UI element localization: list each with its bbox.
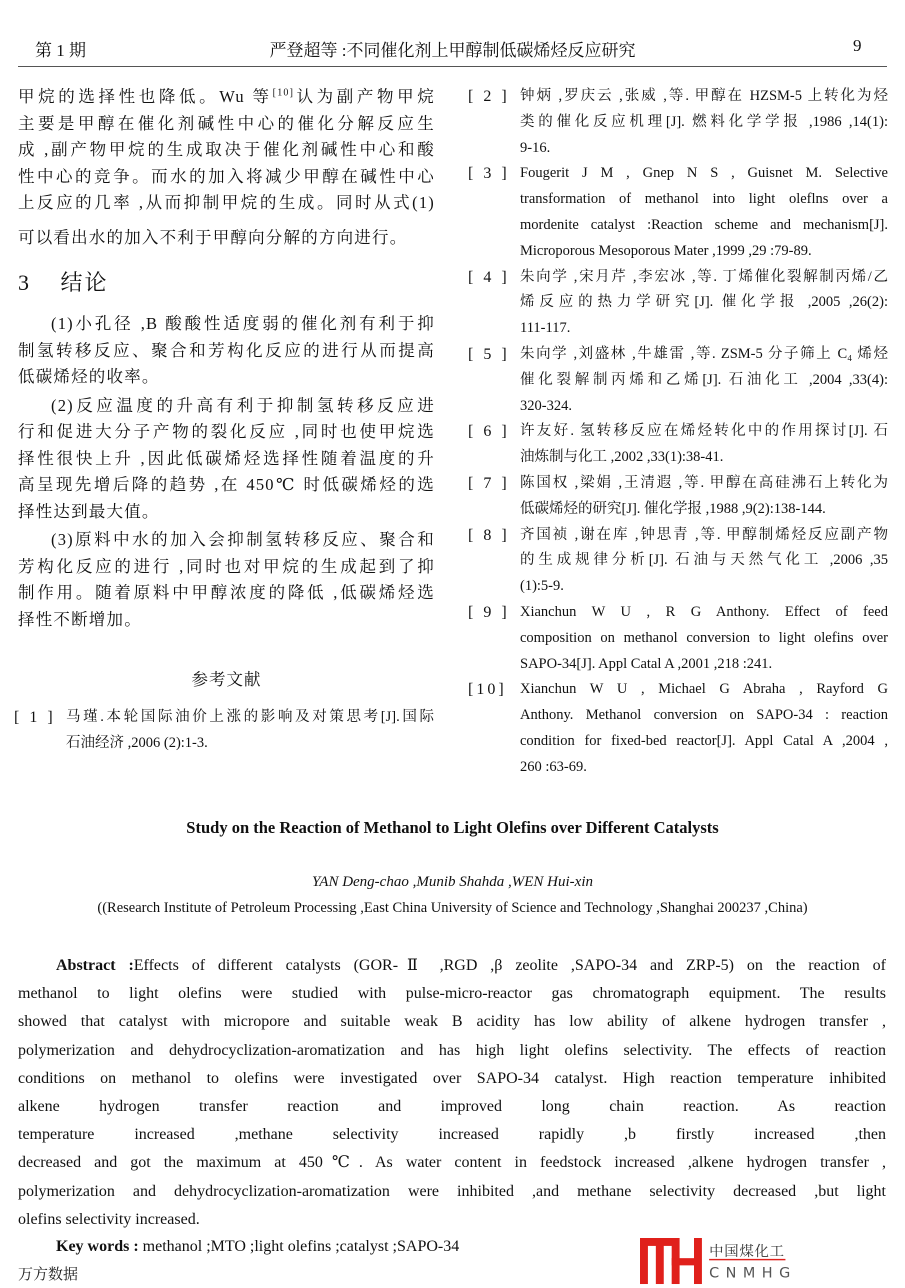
running-title: 严登超等 :不同催化剂上甲醇制低碳烯烃反应研究 bbox=[269, 41, 636, 60]
text-line: (1)小孔径 ,B 酸酸性适度弱的催化剂有利于抑 bbox=[51, 314, 435, 333]
text-line: 芳构化反应的进行 ,同时也对甲烷的生成起到了抑 bbox=[18, 556, 435, 576]
reference-line: mordenite catalyst :Reaction scheme and mechanism[J]. bbox=[520, 216, 888, 233]
reference-number: [10] bbox=[468, 681, 507, 699]
text-line: 主要是甲醇在催化剂碱性中心的催化分解反应生 bbox=[18, 113, 435, 133]
header-rule bbox=[18, 66, 887, 67]
page-number: 9 bbox=[853, 36, 862, 55]
reference-list-left bbox=[14, 705, 436, 757]
reference-number: [ 9 ] bbox=[468, 603, 510, 621]
wanfang-watermark: 万方数据 bbox=[18, 1267, 79, 1283]
reference-line: 111-117. bbox=[520, 320, 571, 337]
abstract-line: methanol to light olefins were studied with pulse-micro-reactor gas chromatograph equipment. The results bbox=[18, 985, 886, 1003]
conclusion-paragraph bbox=[18, 393, 435, 526]
reference-line: 催化裂解制丙烯和乙烯[J]. 石油化工 ,2004 ,33(4): bbox=[520, 371, 888, 388]
section-number: 3 bbox=[18, 270, 31, 295]
reference-line: 朱向学 ,刘盛林 ,牛雄雷 ,等. ZSM-5 分子筛上 C₄ 烯烃 bbox=[520, 345, 888, 362]
reference-line: Fougerit J M , Gnep N S , Guisnet M. Selective bbox=[520, 165, 888, 182]
reference-number: [ 2 ] bbox=[468, 88, 510, 105]
keywords bbox=[56, 1238, 459, 1256]
text-line: 择性达到最大值。 bbox=[18, 501, 160, 521]
reference-line: 9-16. bbox=[520, 139, 551, 156]
abstract bbox=[18, 952, 886, 1234]
reference-number: [ 3 ] bbox=[468, 165, 510, 183]
reference-item bbox=[468, 161, 888, 264]
logo-english-text: CNMHG bbox=[709, 1263, 797, 1282]
reference-item bbox=[468, 471, 888, 523]
reference-line: 陈国权 ,梁娟 ,王清遐 ,等. 甲醇在高硅沸石上转化为 bbox=[520, 474, 888, 491]
reference-line: 石油经济 ,2006 (2):1-3. bbox=[66, 734, 208, 751]
abstract-line: alkene hydrogen transfer reaction and improved long chain reaction. As reaction bbox=[18, 1097, 886, 1115]
reference-line: condition for fixed-bed reactor[J]. Appl Catal A ,2004 , bbox=[520, 732, 888, 749]
reference-line: 的生成规律分析[J]. 石油与天然气化工 ,2006 ,35 bbox=[520, 552, 888, 569]
reference-item bbox=[468, 600, 888, 677]
reference-line: 260 :63-69. bbox=[520, 758, 587, 775]
cnmhg-watermark-logo bbox=[640, 1238, 797, 1284]
reference-line: Xianchun W U , R G Anthony. Effect of feed bbox=[520, 603, 888, 620]
abstract-line: olefins selectivity increased. bbox=[18, 1210, 200, 1228]
reference-line: (1):5-9. bbox=[520, 578, 564, 595]
reference-number: [ 8 ] bbox=[468, 526, 510, 544]
text-line: 甲烷的选择性也降低。Wu 等[10]认为副产物甲烷 bbox=[18, 87, 435, 106]
text-line: 性中心的竞争。而水的加入将减少甲醇在碱性中心 bbox=[18, 166, 435, 186]
text-line: (3)原料中水的加入会抑制氢转移反应、聚合和 bbox=[51, 530, 435, 549]
reference-item bbox=[468, 342, 888, 419]
reference-line: 低碳烯烃的研究[J]. 催化学报 ,1988 ,9(2):138-144. bbox=[520, 500, 826, 517]
reference-line: transformation of methanol into light oleflns over a bbox=[520, 191, 888, 208]
references-heading: 参考文献 bbox=[191, 670, 262, 689]
english-title: Study on the Reaction of Methanol to Light Olefins over Different Catalysts bbox=[186, 818, 719, 837]
text-line: (2)反应温度的升高有利于抑制氢转移反应进 bbox=[51, 395, 435, 415]
reference-line: Microporous Mesoporous Mater ,1999 ,29 :79-89. bbox=[520, 242, 812, 259]
section-title: 结论 bbox=[60, 270, 109, 295]
section-heading bbox=[18, 266, 109, 297]
reference-line: 油炼制与化工 ,2002 ,33(1):38-41. bbox=[520, 449, 724, 466]
intro-paragraph bbox=[18, 84, 435, 251]
abstract-line: decreased and got the maximum at 450℃. As water content in feedstock increased ,alkene hydrogen transfer , bbox=[18, 1154, 886, 1172]
reference-number: [ 5 ] bbox=[468, 345, 510, 363]
text-line: 行和促进大分子产物的裂化反应 ,同时也使甲烷选 bbox=[18, 422, 435, 441]
reference-line: 马瑾.本轮国际油价上涨的影响及对策思考[J].国际 bbox=[66, 709, 434, 725]
issue-label: 第 1 期 bbox=[35, 41, 86, 60]
reference-list-right bbox=[468, 84, 888, 781]
english-authors: YAN Deng-chao ,Munib Shahda ,WEN Hui-xin bbox=[311, 874, 593, 890]
reference-line: 类的催化反应机理[J]. 燃料化学学报 ,1986 ,14(1): bbox=[520, 113, 888, 130]
text-line: 择性很快上升 ,因此低碳烯烃选择性随着温度的升 bbox=[18, 448, 435, 468]
abstract-line: temperature increased ,methane selectivity increased rapidly ,b firstly increased ,then bbox=[18, 1126, 886, 1144]
abstract-line: conditions on methanol to olefins were investigated over SAPO-34 catalyst. High reaction temperature inhibited bbox=[18, 1069, 886, 1087]
citation-superscript: [10] bbox=[272, 87, 295, 99]
reference-line: 钟炳 ,罗庆云 ,张威 ,等. 甲醇在 HZSM-5 上转化为烃 bbox=[520, 88, 888, 104]
reference-line: 朱向学 ,宋月芹 ,李宏冰 ,等. 丁烯催化裂解制丙烯/乙 bbox=[520, 268, 888, 285]
keywords-label: Key words : bbox=[56, 1238, 139, 1255]
conclusions bbox=[18, 311, 435, 635]
reference-line: Anthony. Methanol conversion on SAPO-34 : reaction bbox=[520, 707, 888, 724]
reference-item bbox=[468, 419, 888, 471]
reference-number: [ 7 ] bbox=[468, 474, 510, 492]
abstract-label: Abstract : bbox=[56, 957, 134, 974]
reference-item bbox=[468, 84, 888, 161]
abstract-line: Abstract :Effects of different catalysts (GOR-Ⅱ ,RGD ,β zeolite ,SAPO-34 and ZRP-5) on the reaction of bbox=[56, 957, 886, 974]
abstract-line: polymerization and dehydrocyclization-aromatization and has high light olefins selectivity. The effects of reaction bbox=[18, 1041, 886, 1059]
text-line: 制氢转移反应、聚合和芳构化反应的进行从而提高 bbox=[18, 340, 435, 360]
reference-item bbox=[468, 523, 888, 600]
english-affiliation: ((Research Institute of Petroleum Processing ,East China University of Science and Technology ,Shanghai 200237 ,China) bbox=[97, 900, 808, 916]
reference-line: SAPO-34[J]. Appl Catal A ,2001 ,218 :241. bbox=[520, 655, 773, 672]
conclusion-paragraph bbox=[18, 527, 435, 633]
text-line: 择性不断增加。 bbox=[18, 609, 142, 629]
keywords-text: methanol ;MTO ;light olefins ;catalyst ;SAPO-34 bbox=[142, 1238, 460, 1255]
reference-line: 齐国祯 ,谢在库 ,钟思青 ,等. 甲醇制烯烃反应副产物 bbox=[520, 526, 888, 543]
text-line: 制作用。随着原料中甲醇浓度的降低 ,低碳烯烃选 bbox=[18, 583, 435, 602]
logo-chinese-text: 中国煤化工 bbox=[709, 1243, 785, 1260]
reference-item bbox=[14, 705, 436, 757]
text-line: 高呈现先增后降的趋势 ,在 450℃ 时低碳烯烃的选 bbox=[18, 475, 435, 494]
reference-item bbox=[468, 677, 888, 780]
reference-line: Xianchun W U , Michael G Abraha , Rayford G bbox=[520, 681, 888, 698]
reference-line: composition on methanol conversion to light olefins over bbox=[520, 629, 888, 646]
reference-number: [ 1 ] bbox=[14, 709, 56, 726]
text-line: 低碳烯烃的收率。 bbox=[18, 367, 160, 386]
reference-item bbox=[468, 265, 888, 342]
abstract-line: showed that catalyst with micropore and suitable weak B acidity has low ability of alkene hydrogen transfer , bbox=[18, 1013, 886, 1031]
text-line: 成 ,副产物甲烷的生成取决于催化剂碱性中心和酸 bbox=[18, 140, 435, 159]
reference-number: [ 4 ] bbox=[468, 268, 510, 286]
reference-number: [ 6 ] bbox=[468, 423, 510, 441]
abstract-line: polymerization and dehydrocyclization-aromatization were inhibited ,and methane selectivity decreased ,but light bbox=[18, 1182, 886, 1200]
text-line: 上反应的几率 ,从而抑制甲烷的生成。同时从式(1) bbox=[18, 193, 435, 212]
reference-line: 320-324. bbox=[520, 397, 572, 414]
reference-line: 烯反应的热力学研究[J]. 催化学报 ,2005 ,26(2): bbox=[520, 294, 888, 311]
text-line: 可以看出水的加入不利于甲醇向分解的方向进行。 bbox=[18, 227, 408, 247]
reference-line: 许友好. 氢转移反应在烯烃转化中的作用探讨[J]. 石 bbox=[520, 423, 888, 440]
conclusion-paragraph bbox=[18, 311, 435, 391]
